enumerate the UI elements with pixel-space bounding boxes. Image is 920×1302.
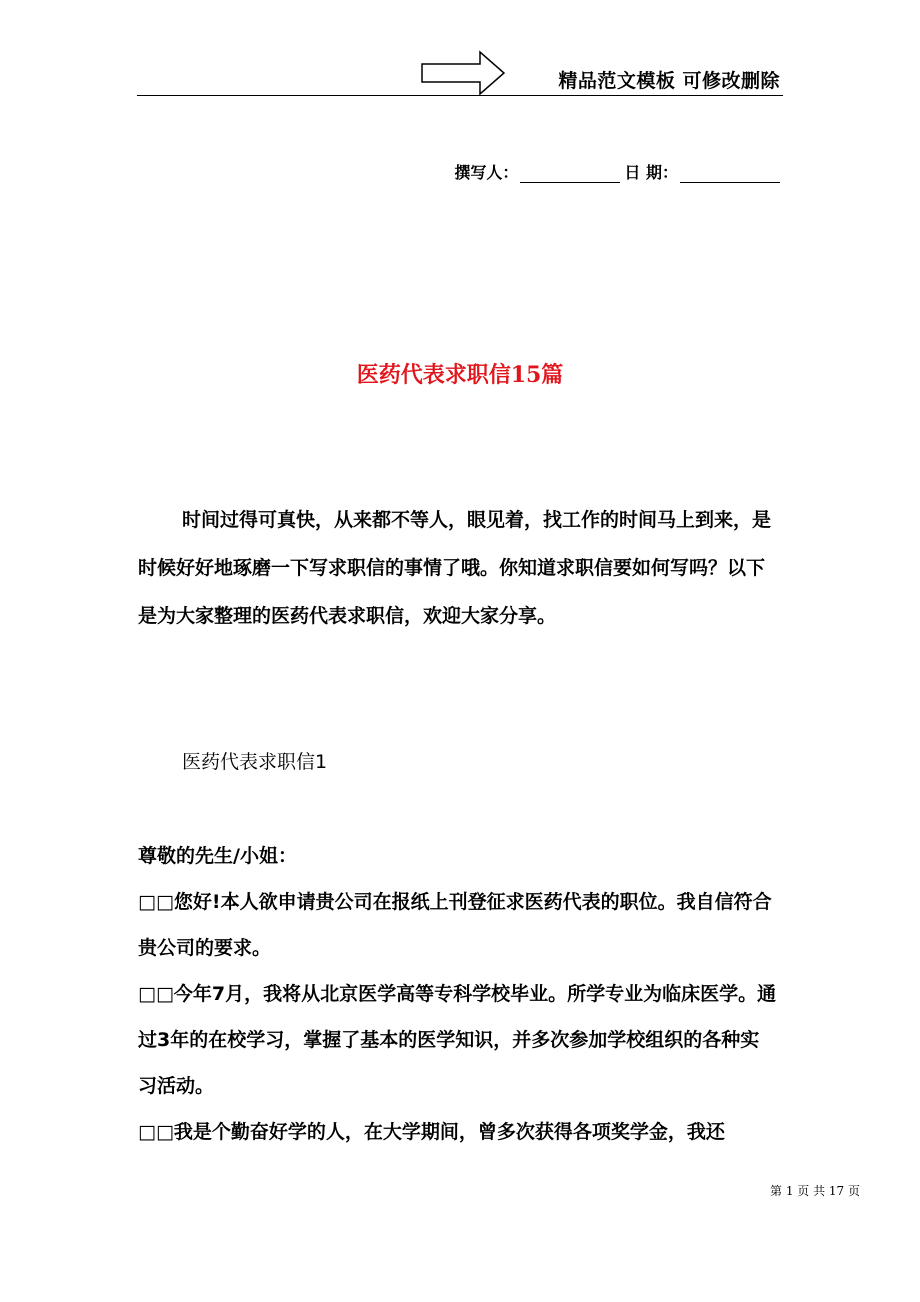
page-number: 第 1 页 共 17 页 (770, 1184, 860, 1198)
salutation: 尊敬的先生/小姐： (138, 845, 297, 867)
letter-paragraph: □□我是个勤奋好学的人，在大学期间，曾多次获得各项奖学金，我还 (138, 1121, 725, 1143)
document-title: 医药代表求职信15篇 (356, 362, 564, 388)
author-label: 撰写人： (454, 163, 519, 182)
date-field[interactable] (680, 164, 780, 183)
author-field[interactable] (520, 164, 620, 183)
letter-paragraph: □□今年7月，我将从北京医学高等专科学校毕业。所学专业为临床医学。通过3年的在校学习，掌握了基本的医学知识，并多次参加学校组织的各种实习活动。 (138, 983, 777, 1097)
right-arrow-icon (420, 50, 506, 100)
letter-body (138, 833, 778, 1155)
section-title: 医药代表求职信1 (182, 751, 328, 773)
intro-paragraph: 时间过得可真快，从来都不等人，眼见着，找工作的时间马上到来，是时候好好地琢磨一下写求职信的事情了哦。你知道求职信要如何写吗？以下是为大家整理的医药代表求职信，欢迎大家分享。 (138, 509, 772, 627)
header-text: 精品范文模板 可修改删除 (558, 70, 780, 92)
date-label: 日 期： (624, 163, 678, 182)
letter-paragraph: □□您好!本人欲申请贵公司在报纸上刊登征求医药代表的职位。我自信符合贵公司的要求。 (138, 891, 772, 959)
author-date-line (454, 160, 780, 183)
header-divider (137, 95, 783, 96)
